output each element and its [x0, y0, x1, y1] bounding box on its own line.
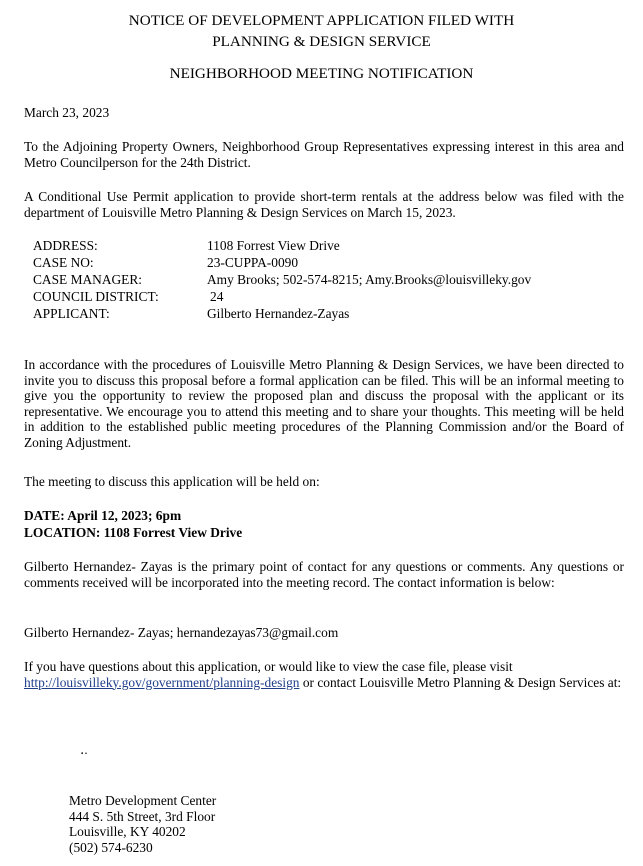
questions-paragraph: [24, 659, 624, 690]
meeting-date: DATE: April 12, 2023; 6pm: [24, 508, 182, 523]
case-detail-row: [33, 238, 613, 254]
case-detail-label: ADDRESS:: [33, 238, 98, 253]
case-detail-row: [33, 289, 613, 305]
procedure-paragraph: In accordance with the procedures of Louisville Metro Planning & Design Services, we have been directed to invite you to discuss this proposal before a formal application can be filed. This will be an informal meeting to give you the opportunity to review the proposed plan and discuss the proposal with the applicant or its representative. We encourage you to attend this meeting and to share your thoughts. This meeting will be held in addition to the established public meeting procedures of the Planning Commission and/or the Board of Zoning Adjustment.: [24, 357, 624, 450]
address-block: [69, 793, 369, 855]
case-detail-value: Amy Brooks; 502-574-8215; Amy.Brooks@louisvilleky.gov: [207, 272, 532, 287]
case-detail-value: 23-CUPPA-0090: [207, 255, 299, 270]
case-detail-label: APPLICANT:: [33, 306, 110, 321]
meeting-intro: The meeting to discuss this application will be held on:: [24, 474, 320, 489]
case-detail-value: 1108 Forrest View Drive: [207, 238, 340, 253]
address-line-phone: (502) 574-6230: [69, 839, 153, 855]
case-detail-value: 24: [210, 289, 224, 304]
case-detail-value: Gilberto Hernandez-Zayas: [207, 306, 350, 321]
questions-text-continued: or contact Louisville Metro Planning & Design Services at:: [299, 674, 622, 690]
case-detail-label: CASE NO:: [33, 255, 94, 270]
document-title-line-1: NOTICE OF DEVELOPMENT APPLICATION FILED WITH: [128, 12, 515, 29]
document-subtitle: NEIGHBORHOOD MEETING NOTIFICATION: [169, 65, 474, 82]
address-line-city: Louisville, KY 40202: [69, 824, 186, 840]
case-detail-row: [33, 255, 613, 271]
meeting-location: LOCATION: 1108 Forrest View Drive: [24, 525, 243, 540]
questions-text: If you have questions about this application, or would like to view the case file, please visit: [24, 659, 513, 674]
salutation-paragraph: To the Adjoining Property Owners, Neighborhood Group Representatives expressing interest in this area and Metro Councilperson for the 24th District.: [24, 139, 624, 170]
letter-date: March 23, 2023: [24, 105, 110, 120]
case-detail-label: COUNCIL DISTRICT:: [33, 289, 159, 304]
contact-paragraph: Gilberto Hernandez- Zayas is the primary point of contact for any questions or comments. Any questions or comments received will be incorporated into the meeting record. The contact information is below:: [24, 559, 624, 590]
case-detail-row: [33, 306, 613, 322]
planning-design-link[interactable]: http://louisvilleky.gov/government/planning-design: [24, 674, 300, 690]
contact-line: Gilberto Hernandez- Zayas; hernandezayas73@gmail.com: [24, 625, 339, 640]
case-detail-label: CASE MANAGER:: [33, 272, 142, 287]
address-line-street: 444 S. 5th Street, 3rd Floor: [69, 808, 216, 824]
stray-mark: ․.: [80, 742, 88, 757]
case-detail-row: [33, 272, 613, 288]
address-line-org: Metro Development Center: [69, 793, 217, 808]
intro-paragraph: A Conditional Use Permit application to provide short-term rentals at the address below was filed with the department of Louisville Metro Planning & Design Services on March 15, 2023.: [24, 189, 624, 220]
document-title-line-2: PLANNING & DESIGN SERVICE: [212, 33, 431, 50]
